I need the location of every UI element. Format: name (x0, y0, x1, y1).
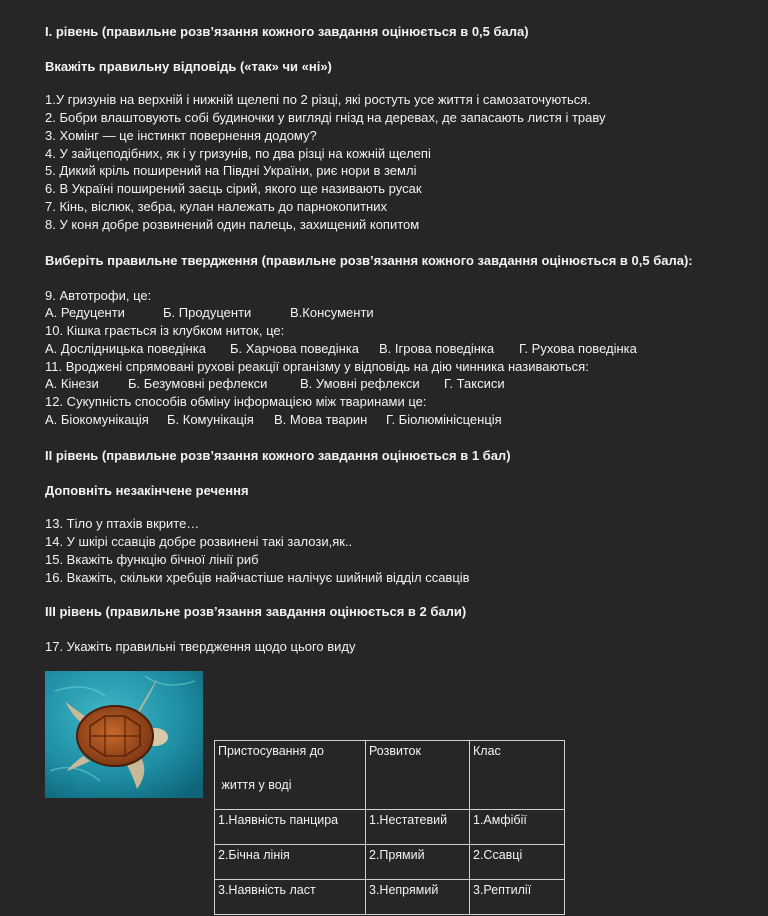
question-10: 10. Кішка грається із клубком ниток, це: (45, 323, 285, 338)
q11-option-c: В. Умовні рефлекси (300, 376, 420, 391)
q10-option-a: А. Дослідницька поведінка (45, 341, 206, 356)
header-class: Клас (470, 741, 565, 810)
statement-4: 4. У зайцеподібних, як і у гризунів, по два різці на кожній щелепі (45, 146, 431, 161)
table-cell: 2.Ссавці (470, 845, 565, 880)
q10-option-b: Б. Харчова поведінка (230, 341, 360, 356)
q11-option-b: Б. Безумовні рефлекси (128, 376, 268, 391)
choice-heading: Виберіть правильне твердження (правильне розв’язання кожного завдання оцінюється в 0,5 бала): (45, 253, 693, 268)
sea-turtle-image (45, 671, 203, 798)
question-9: 9. Автотрофи, це: (45, 288, 152, 303)
level1-instruction: Вкажіть правильну відповідь («так» чи «ні») (45, 59, 332, 74)
q12-option-a: А. Біокомунікація (45, 412, 149, 427)
q11-option-a: А. Кінези (45, 376, 99, 391)
statement-7: 7. Кінь, віслюк, зебра, кулан належать до парнокопитних (45, 199, 387, 214)
statement-5: 5. Дикий кріль поширений на Півдні України, риє нори в землі (45, 163, 417, 178)
q11-option-d: Г. Таксиси (444, 376, 505, 391)
table-row (215, 845, 565, 880)
question-17: 17. Укажіть правильні твердження щодо цього виду (45, 639, 356, 654)
table-cell: 3.Рептилії (470, 880, 565, 915)
q9-option-b: Б. Продуценти (163, 305, 252, 320)
item-13: 13. Тіло у птахів вкрите… (45, 516, 200, 531)
item-15: 15. Вкажіть функцію бічної лінії риб (45, 552, 259, 567)
statement-6: 6. В Україні поширений заєць сірий, якого ще називають русак (45, 181, 422, 196)
q12-option-c: В. Мова тварин (274, 412, 368, 427)
table-cell: 1.Нестатевий (366, 810, 470, 845)
q9-option-c: В.Консументи (290, 305, 374, 320)
statement-1: 1.У гризунів на верхній і нижній щелепі по 2 різці, які ростуть усе життя і самозаточуються. (45, 92, 591, 107)
level2-instruction: Доповніть незакінчене речення (45, 483, 249, 498)
table-cell: 2.Бічна лінія (215, 845, 366, 880)
q10-option-d: Г. Рухова поведінка (519, 341, 637, 356)
table-header-row (215, 741, 565, 810)
question-12: 12. Сукупність способів обміну інформацією між тваринами це: (45, 394, 427, 409)
header-development: Розвиток (366, 741, 470, 810)
level2-heading: II рівень (правильне розв’язання кожного завдання оцінюється в 1 бал) (45, 448, 511, 463)
table-cell: 3.Непрямий (366, 880, 470, 915)
q9-option-a: А. Редуценти (45, 305, 125, 320)
q12-option-b: Б. Комунікація (167, 412, 254, 427)
level3-heading: III рівень (правильне розв’язання завдання оцінюється в 2 бали) (45, 604, 467, 619)
table-cell: 1.Амфібії (470, 810, 565, 845)
item-14: 14. У шкірі ссавців добре розвинені такі залози,як.. (45, 534, 353, 549)
header-adaptation (215, 741, 366, 810)
adaptations-table (214, 740, 565, 915)
q10-option-c: В. Ігрова поведінка (379, 341, 495, 356)
table-row (215, 810, 565, 845)
statement-8: 8. У коня добре розвинений один палець, захищений копитом (45, 217, 420, 232)
table-cell: 2.Прямий (366, 845, 470, 880)
statement-2: 2. Бобри влаштовують собі будиночки у вигляді гнізд на деревах, де запасають листя і траву (45, 110, 606, 125)
table-cell: 1.Наявність панцира (215, 810, 366, 845)
header-adaptation-line2: життя у воді (218, 778, 292, 792)
header-adaptation-line1: Пристосування до (218, 744, 324, 758)
statement-3: 3. Хомінг — це інстинкт повернення додому? (45, 128, 317, 143)
level1-heading: I. рівень (правильне розв’язання кожного завдання оцінюється в 0,5 бала) (45, 24, 529, 39)
question-11: 11. Вроджені спрямовані рухові реакції організму у відповідь на дію чинника називаються: (45, 359, 589, 374)
table-cell: 3.Наявність ласт (215, 880, 366, 915)
table-row (215, 880, 565, 915)
q12-option-d: Г. Біолюмінісценція (386, 412, 502, 427)
item-16: 16. Вкажіть, скільки хребців найчастіше налічує шийний відділ ссавців (45, 570, 470, 585)
